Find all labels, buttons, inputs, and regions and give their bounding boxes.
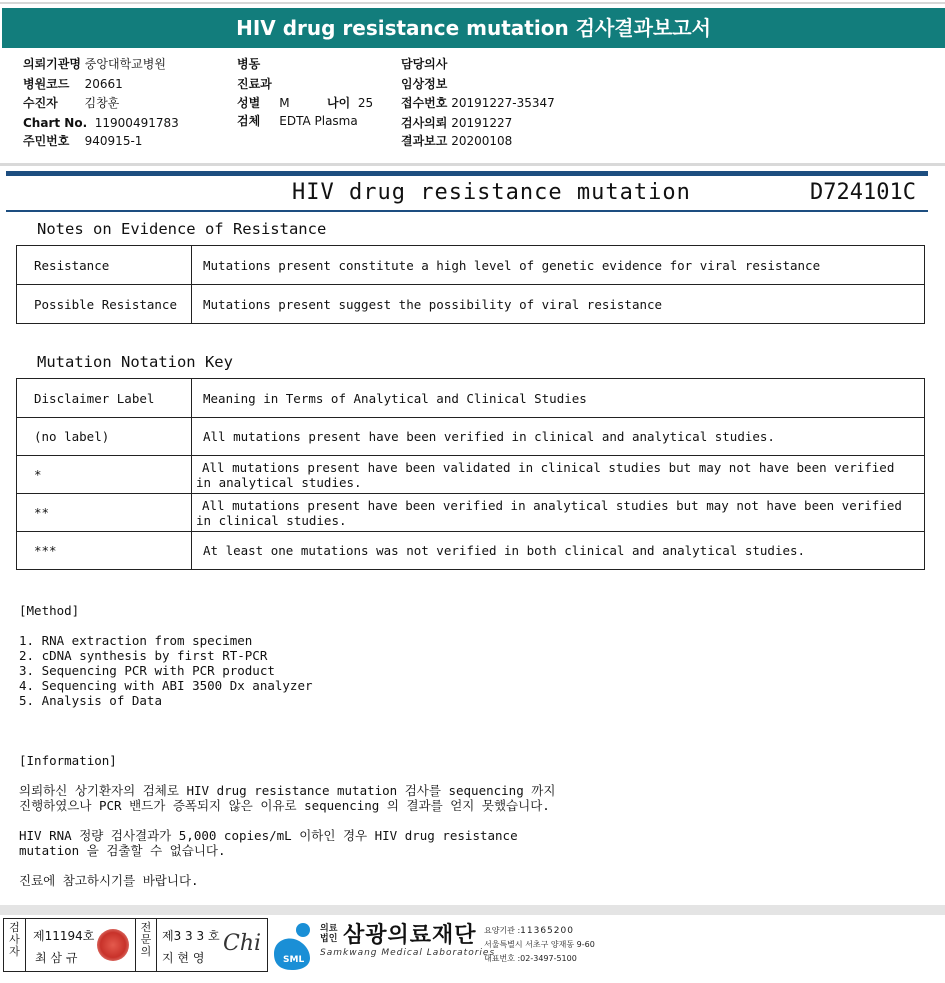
key-text-line1: All mutations present have been verified in analytical studies but may not have been verified [202,497,902,513]
header-doctor: 담당의사 [401,57,448,71]
care-number: 요양기관 :11365200 [484,926,574,936]
method-heading: [Method] [19,603,80,618]
logo-prefix-line2: 법인 [320,934,338,944]
header-receipt-no: 접수번호 20191227-35347 [401,96,555,110]
key-header-label: Disclaimer Label [17,379,192,418]
logo-prefix [320,924,337,944]
signature: Chi [223,931,262,956]
header-department: 진료과 [237,77,272,91]
header-sex: 성별 M [237,96,290,110]
key-text [192,456,925,494]
seal-icon [97,929,129,961]
header-ward: 병동 [237,57,261,71]
key-text-line1: All mutations present have been validated in clinical studies but may not have been verified [202,459,895,475]
method-step: 5. Analysis of Data [19,693,162,708]
header-clinical-info: 임상정보 [401,77,448,91]
test-title: HIV drug resistance mutation [292,180,691,205]
method-step: 4. Sequencing with ABI 3500 Dx analyzer [19,678,313,693]
key-label: * [17,456,192,494]
test-code: D724101C [810,180,916,205]
specialist-license: 제3 3 3 호 [162,929,220,943]
table-row [17,418,925,456]
notes-title: Notes on Evidence of Resistance [37,220,327,238]
notes-text: Mutations present suggest the possibility of viral resistance [192,285,925,324]
signature-box [3,918,268,972]
key-text-line2: in analytical studies. [196,474,362,490]
logo-prefix-line1: 의료 [320,924,338,934]
header-request-date: 검사의뢰 20191227 [401,116,513,130]
key-label: *** [17,532,192,570]
notes-table [16,245,925,324]
address: 서울특별시 서초구 양재동 9-60 [484,940,595,949]
header-resident-no: 주민번호 940915-1 [23,134,143,148]
logo-abbr: SML [283,955,305,965]
notes-label: Possible Resistance [17,285,192,324]
tester-name: 최 삼 규 [35,951,78,965]
key-text-line2: in clinical studies. [196,512,347,528]
logo-name: 삼광의료재단 [343,923,477,948]
information-heading: [Information] [19,753,117,768]
table-row [17,456,925,494]
specialist-name: 지 현 영 [162,951,205,965]
information-text: 의뢰하신 상기환자의 검체로 HIV drug resistance mutation 검사를 sequencing 까지 [19,783,556,798]
key-label: (no label) [17,418,192,456]
sml-logo-icon [270,920,316,970]
information-text: mutation 을 검출할 수 없습니다. [19,843,226,858]
key-label: ** [17,494,192,532]
header-patient: 수진자 김창훈 [23,96,120,110]
key-text [192,494,925,532]
method-step: 3. Sequencing PCR with PCR product [19,663,275,678]
tester-license: 제11194호 [33,929,95,943]
table-row [17,494,925,532]
notes-label: Resistance [17,246,192,285]
information-text: 진료에 참고하시기를 바랍니다. [19,873,199,888]
key-table [16,378,925,570]
information-text: 진행하였으나 PCR 밴드가 증폭되지 않은 이유로 sequencing 의 결과를 얻지 못했습니다. [19,798,550,813]
header-age: 나이 25 [327,96,374,110]
notes-text: Mutations present constitute a high level of genetic evidence for viral resistance [192,246,925,285]
table-row [17,532,925,570]
header-hospital: 의뢰기관명 중앙대학교병원 [23,57,166,71]
section-rule-top [6,171,928,176]
top-rule [0,2,945,4]
key-text: At least one mutations was not verified in both clinical and analytical studies. [192,532,925,570]
table-row [17,285,925,324]
header-chart-no: Chart No. 11900491783 [23,116,179,130]
key-title: Mutation Notation Key [37,353,233,371]
tester-label: 검사자 [4,919,26,971]
specialist-label: 전문의 [135,919,157,971]
header-report-date: 결과보고 20200108 [401,134,513,148]
table-header-row [17,379,925,418]
table-row [17,246,925,285]
phone: 대표번호 :02-3497-5100 [484,954,577,963]
report-title: HIV drug resistance mutation 검사결과보고서 [2,8,945,48]
key-header-text: Meaning in Terms of Analytical and Clinical Studies [192,379,925,418]
header-divider [0,163,945,166]
key-text: All mutations present have been verified in clinical and analytical studies. [192,418,925,456]
footer-divider [0,905,945,915]
information-text: HIV RNA 정량 검사결과가 5,000 copies/mL 이하인 경우 HIV drug resistance [19,828,518,843]
logo-english: Samkwang Medical Laboratories [320,948,496,958]
header-hospital-code: 병원코드 20661 [23,77,123,91]
section-rule-bottom [6,210,928,212]
header-specimen: 검체 EDTA Plasma [237,114,358,128]
method-step: 1. RNA extraction from specimen [19,633,253,648]
method-step: 2. cDNA synthesis by first RT-PCR [19,648,268,663]
